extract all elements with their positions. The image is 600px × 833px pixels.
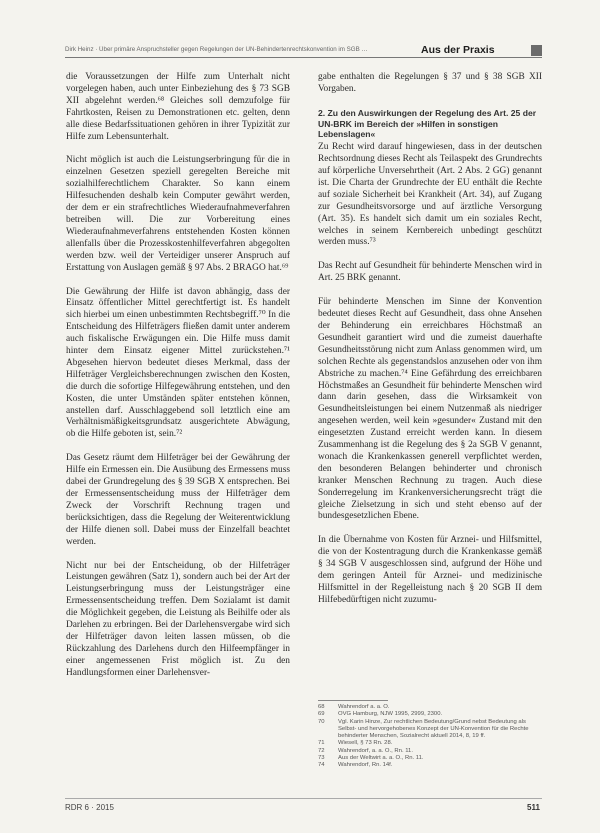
paragraph: Nicht möglich ist auch die Leistungserbringung für die in einzelnen Gesetzen speziell geregelten Bereiche mit sozialhilferechtlichem Charakter. So kann einem Hilfesuchenden deshalb kein Computer gewährt werden, der dem er ein strafrechtliches Wiederaufnahmeverfahren betreiben will. Die zur Vorbereitung eines Wiederaufnahmeverfahrens entstehenden Kosten können allenfalls über die Prozesskostenhilfeverfahren abgegolten werden bzw. weil der Verteidiger unserer Anspruch auf Erstattung von Auslagen gemäß § 97 Abs. 2 BRAGO hat.⁶⁹ [66, 155, 290, 273]
paragraph: gabe enthalten die Regelungen § 37 und § 38 SGB XII Vorgaben. [318, 72, 542, 94]
footnote [318, 704, 542, 711]
footnote-number: 70 [318, 718, 325, 725]
footnote [318, 755, 542, 762]
journal-issue: RDR 6 · 2015 [65, 803, 114, 812]
footnote-number: 69 [318, 711, 325, 718]
paragraph: die Voraussetzungen der Hilfe zum Unterhalt nicht vorgelegen haben, auch unter Einbeziehung des § 73 SGB XII abgelehnt werden.⁶⁸ Gleiches soll demzufolge für Fahrtkosten, Reisen zu Demonstrationen etc. gelten, denn alle diese Bedarfssituationen gehören in ihrer Typizität zur Hilfe zum Lebensunterhalt. [66, 72, 290, 142]
page-number: 511 [527, 803, 540, 812]
footnote [318, 762, 542, 769]
footnote-number: 74 [318, 762, 325, 769]
paragraph: Nicht nur bei der Entscheidung, ob der Hilfeträger Leistungen gewähren (Satz 1), sondern auch bei der Art der Leistungserbringung muss der Leistungsträger eine Ermessensentscheidung treffen. Dem Sozialamt ist damit die Möglichkeit gegeben, die Leistung als Beihilfe oder als Darlehen zu erbringen. Bei der Darlehensvergabe wird sich der Hilfeträger davon leiten lassen müssen, ob die Rückzahlung des Darlehens durch den Hilfeempfänger in einer angemessenen Frist möglich ist. Zu den Handlungsformen einer Darlehensver- [66, 560, 290, 678]
footnote [318, 711, 542, 718]
footnote [318, 748, 542, 755]
running-title: Dirk Heinz · Über primäre Anspruchsteller gegen Regelungen der UN-Behindertenrechtskonvention im SGB … [65, 46, 368, 53]
footnote-text: Wahrendorf, a. a. O., Rn. 11. [338, 747, 413, 754]
footnote-text: Wiesell, § 73 Rn. 28. [338, 740, 393, 747]
footnote [318, 719, 542, 741]
section-title: Aus der Praxis [421, 44, 495, 56]
paragraph: In die Übernahme von Kosten für Arznei- und Hilfsmittel, die von der Kostentragung durch die Krankenkasse gemäß § 34 SGB V ausgeschlossen sind, aufgrund der Höhe und dem geringen Anteil für Arznei- und medizinische Hilfsmittel in der Regelleistung nach § 20 SGB II dem Hilfebedürftigen nicht zuzumu- [318, 535, 542, 605]
footnote-text: Vgl. Karin Hinze, Zur rechtlichen Bedeutung/Grund nebst Bedeutung als Selbst- und hervorgehobenes Konzept der UN-Konvention für die Rechte behinderter Menschen, Sozialrecht aktuell 2014, 8, 19 ff. [338, 718, 529, 740]
footer-rule [65, 798, 542, 799]
section-heading: 2. Zu den Auswirkungen der Regelung des Art. 25 der UN-BRK im Bereich der »Hilfen in sonstigen Lebenslagen« [318, 107, 537, 140]
paragraph: Für behinderte Menschen im Sinne der Konvention bedeutet dieses Recht auf Gesundheit, dass ohne Ansehen der Behinderung ein erreichbares Höchstmaß an Gesundheit garantiert wird und die zumeist dauerhafte Gesundheitsstörung nicht zum Anlass genommen wird, um solchen Rechte als gegenstandslos anzusehen oder von ihm Abstriche zu machen.⁷⁴ Eine Gefährdung des erreichbaren Höchstmaßes an Gesundheit für behinderte Menschen wird dann darin gesehen, dass die Wirksamkeit von Gesundheitsleistungen bei einem Nutzenmaß als niedriger angesehen werden, weil kein »gesunder« Zustand mit den eingesetzten Zustand erreicht werden kann. In diesem Zusammenhang ist die Regelung des § 2a SGB V genannt, wonach die Krankenkassen generell verpflichtet werden, den besonderen Belangen behinderter und chronisch kranker Menschen Rechnung zu tragen. Auch diese Sonderregelung im Krankenversicherungsrecht trägt die gleiche Zielsetzung in sich und steht ebenso auf der bundesgesetzlichen Ebene. [318, 297, 542, 522]
footnote-number: 71 [318, 740, 325, 747]
footnote-number: 72 [318, 747, 325, 754]
footnote-number: 68 [318, 704, 325, 710]
left-column [66, 72, 290, 692]
paragraph: Zu Recht wird darauf hingewiesen, dass in der deutschen Rechtsordnung dieses Recht als Teilaspekt des Grundrechts auf körperliche Unversehrtheit (Art. 2 Abs. 2 GG) genannt ist. Die Charta der Grundrechte der EU enthält die Rechte auf soziale Sicherheit bei Krankheit (Art. 34), auf Zugang zur Gesundheitsvorsorge und auf ärztliche Versorgung (Art. 35). Es handelt sich damit um ein soziales Recht, welches in seinem Kernbereich unbedingt geschützt werden muss.⁷³ [318, 142, 542, 248]
footnote-text: Aus der Weltwirt a. a. O., Rn. 11. [338, 755, 424, 762]
page-footer [0, 803, 600, 815]
paragraph: Das Gesetz räumt dem Hilfeträger bei der Gewährung der Hilfe ein Ermessen ein. Die Ausübung des Ermessens muss dabei der Grundregelung des § 39 SGB X entsprechen. Bei der Ermessensentscheidung muss der Hilfeträger dem Zweck der Vorschrift Rechnung tragen und berücksichtigen, dass die Regelung der Weiterentwicklung der Hilfe dienen soll. Dabei muss der Einzelfall beachtet werden. [66, 453, 290, 547]
footnote-text: OVG Hamburg, NJW 1995, 2999, 2300. [338, 711, 443, 718]
footnote-rule [318, 700, 388, 701]
footnotes [318, 704, 542, 770]
footnote-text: Wahrendorf a. a. O. [338, 704, 390, 710]
paragraph: Das Recht auf Gesundheit für behinderte Menschen wird in Art. 25 BRK genannt. [318, 261, 542, 284]
footnote-number: 73 [318, 755, 325, 762]
footnote-text: Wahrendorf, Rn. 14f. [338, 762, 393, 769]
paragraph: Die Gewährung der Hilfe ist davon abhängig, dass der Einsatz öffentlicher Mittel gerechtfertigt ist. Es handelt sich hierbei um einen unbestimmten Rechtsbegriff.⁷⁰ In die Entscheidung des Hilfeträgers fließen damit unter anderem auch fiskalische Erwägungen ein. Die Hilfe muss damit hinter dem Einsatz eigener Mittel zurückstehen.⁷¹ Abgesehen hiervon bedeutet dieses Merkmal, dass der Hilfeträger Vergleichsberechnungen zwischen den Kosten, die durch die sofortige Hilfegewährung entstehen, und den Kosten, die unter Umständen später entstehen können, anstellen darf. Ausschlaggebend soll letztlich eine am Verhältnismäßigkeitsgrundsatz ausgerichtete Abwägung, ob die Hilfe geboten ist, sein.⁷² [66, 286, 290, 440]
page-header [0, 44, 600, 58]
footnote [318, 740, 542, 747]
right-column [318, 72, 542, 619]
header-rule [65, 57, 542, 58]
section-marker [531, 45, 542, 56]
